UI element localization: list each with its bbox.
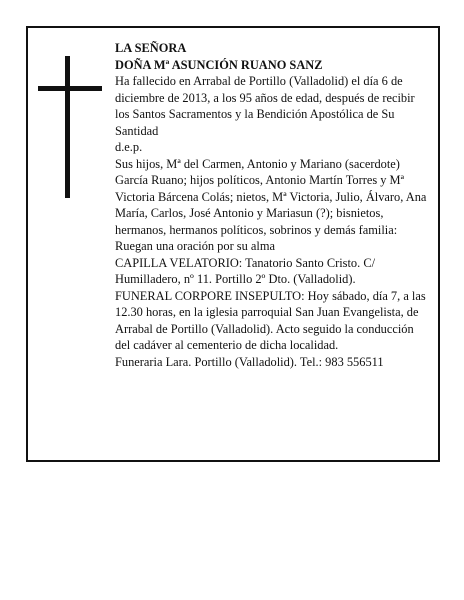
wake-location: CAPILLA VELATORIO: Tanatorio Santo Cristo. C/ Humilladero, nº 11. Portillo 2º Dto. (Valladolid).	[115, 255, 376, 286]
rip-text: d.e.p.	[115, 140, 143, 154]
funeral-details: FUNERAL CORPORE INSEPULTO: Hoy sábado, día 7, a las 12.30 horas, en la iglesia parroquial San Juan Evangelista, de Arrabal de Portillo (Valladolid). Acto seguido la conducción del cadáver al cementerio de dicha localidad.	[115, 288, 426, 352]
prayer-request: Ruegan una oración por su alma	[115, 239, 275, 253]
obituary-text	[115, 40, 430, 370]
cross-icon	[38, 56, 102, 198]
cross-vertical-bar	[65, 56, 70, 198]
death-announcement: Ha fallecido en Arrabal de Portillo (Valladolid) el día 6 de diciembre de 2013, a los 95 años de edad, después de recibir los Santos Sacramentos y la Bendición Apostólica de Su Santidad	[115, 74, 415, 138]
cross-horizontal-bar	[38, 86, 102, 91]
heading-title: LA SEÑORA	[115, 41, 187, 55]
funeral-home: Funeraria Lara. Portillo (Valladolid). Tel.: 983 556511	[115, 354, 384, 369]
family-list: Sus hijos, Mª del Carmen, Antonio y Mariano (sacerdote) García Ruano; hijos políticos, Antonio Martín Torres y Mª Victoria Bárcena Colás; nietos, Mª Victoria, Julio, Álvaro, Ana María, Carlos, José Antonio y Mariasun (?); bisnietos, hermanos, hermanos políticos, sobrinos y demás familia:	[115, 156, 427, 237]
deceased-name: DOÑA Mª ASUNCIÓN RUANO SANZ	[115, 57, 323, 72]
